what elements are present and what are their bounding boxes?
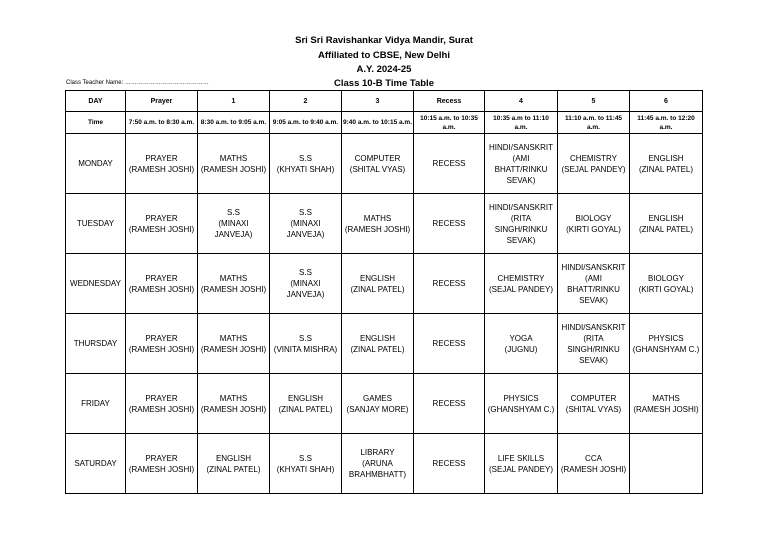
cell-line: HINDI/SANSKRIT bbox=[561, 262, 626, 272]
cell-line: BHATT/RINKU bbox=[567, 284, 620, 294]
cell-line: (KIRTI GOYAL) bbox=[638, 284, 694, 294]
period-cell bbox=[126, 254, 198, 314]
cell-line: (SEJAL PANDEY) bbox=[488, 464, 553, 474]
cell-line: (RITA bbox=[510, 213, 532, 223]
cell-line: GAMES bbox=[363, 393, 392, 403]
cell-line: PHYSICS bbox=[503, 393, 539, 403]
column-header: 4 bbox=[485, 91, 558, 112]
period-cell bbox=[558, 314, 630, 374]
cell-line: (MINAXI JANVEJA) bbox=[214, 219, 253, 239]
cell-line: YOGA bbox=[509, 333, 533, 343]
time-cell: Time bbox=[66, 112, 126, 134]
period-cell bbox=[126, 134, 198, 194]
header-row bbox=[66, 91, 703, 112]
cell-line: PHYSICS bbox=[648, 333, 684, 343]
cell-line: MATHS bbox=[219, 273, 248, 283]
cell-line: CCA bbox=[585, 453, 602, 463]
cell-line: (ZINAL PATEL) bbox=[638, 164, 694, 174]
day-cell: WEDNESDAY bbox=[66, 254, 126, 314]
cell-line: (JUGNU) bbox=[504, 344, 538, 354]
period-cell bbox=[198, 254, 270, 314]
cell-line: S.S bbox=[299, 453, 312, 463]
period-cell bbox=[485, 194, 558, 254]
cell-line: COMPUTER bbox=[354, 153, 401, 163]
cell-line: S.S bbox=[299, 268, 312, 277]
cell-line: (MINAXI JANVEJA) bbox=[286, 279, 325, 299]
period-cell bbox=[198, 134, 270, 194]
period-cell bbox=[558, 374, 630, 434]
cell-line: BRAHMBHATT) bbox=[348, 470, 407, 479]
time-cell: 7:50 a.m. to 8:30 a.m. bbox=[126, 112, 198, 134]
recess-cell bbox=[414, 314, 485, 374]
period-cell bbox=[198, 434, 270, 494]
cell-line: (RAMESH JOSHI) bbox=[128, 404, 195, 414]
table-row bbox=[66, 254, 703, 314]
cell-line: (RAMESH JOSHI) bbox=[128, 224, 195, 234]
cell-line: PRAYER bbox=[145, 453, 178, 463]
cell-line: HINDI/SANSKRIT bbox=[488, 142, 553, 152]
school-name: Sri Sri Ravishankar Vidya Mandir, Surat bbox=[295, 35, 473, 46]
cell-line: SEVAK) bbox=[506, 175, 536, 185]
cell-line: HINDI/SANSKRIT bbox=[488, 202, 553, 212]
time-cell: 9:05 a.m. to 9:40 a.m. bbox=[270, 112, 342, 134]
cell-line: S.S bbox=[227, 208, 240, 217]
period-cell bbox=[485, 314, 558, 374]
cell-line: (RAMESH JOSHI) bbox=[200, 284, 267, 294]
time-cell: 9:40 a.m. to 10:15 a.m. bbox=[342, 112, 414, 134]
period-cell bbox=[126, 194, 198, 254]
cell-line: MATHS bbox=[363, 213, 392, 223]
cell-line: RECESS bbox=[432, 399, 466, 408]
timetable-title: Class 10-B Time Table bbox=[334, 78, 434, 89]
cell-line: (ZINAL PATEL) bbox=[206, 464, 261, 474]
cell-line: (GHANSHYAM C.) bbox=[632, 344, 700, 354]
column-header: DAY bbox=[66, 91, 126, 112]
day-cell: MONDAY bbox=[66, 134, 126, 194]
period-cell bbox=[270, 194, 342, 254]
cell-line: ENGLISH bbox=[287, 393, 324, 403]
cell-line: MATHS bbox=[652, 393, 680, 403]
recess-cell bbox=[414, 134, 485, 194]
period-cell bbox=[342, 434, 414, 494]
cell-line: RECESS bbox=[432, 279, 466, 288]
cell-line: SEVAK) bbox=[579, 355, 608, 365]
time-row bbox=[66, 112, 703, 134]
cell-line: PRAYER bbox=[145, 393, 178, 403]
time-cell: 11:45 a.m. to 12:20 a.m. bbox=[630, 112, 703, 134]
period-cell bbox=[630, 434, 703, 494]
column-header: Prayer bbox=[126, 91, 198, 112]
cell-line: (AMI bbox=[585, 273, 602, 283]
period-cell bbox=[485, 134, 558, 194]
cell-line: ENGLISH bbox=[648, 213, 684, 223]
cell-line: RECESS bbox=[432, 459, 466, 468]
cell-line: (RITA bbox=[583, 333, 604, 343]
cell-line: ENGLISH bbox=[215, 453, 252, 463]
cell-line: (AMI bbox=[512, 153, 530, 163]
cell-line: CHEMISTRY bbox=[570, 153, 617, 163]
cell-line: (ZINAL PATEL) bbox=[350, 284, 405, 294]
cell-line: (RAMESH JOSHI) bbox=[200, 344, 267, 354]
cell-line: RECESS bbox=[432, 219, 466, 228]
period-cell bbox=[558, 194, 630, 254]
timetable bbox=[65, 90, 703, 494]
period-cell bbox=[126, 434, 198, 494]
table-row bbox=[66, 314, 703, 374]
day-cell: SATURDAY bbox=[66, 434, 126, 494]
cell-line: PRAYER bbox=[145, 273, 178, 283]
day-cell: TUESDAY bbox=[66, 194, 126, 254]
period-cell bbox=[630, 194, 703, 254]
period-cell bbox=[485, 434, 558, 494]
period-cell bbox=[270, 374, 342, 434]
cell-line: (SANJAY MORE) bbox=[346, 404, 409, 414]
cell-line: (RAMESH JOSHI) bbox=[200, 164, 267, 174]
table-row bbox=[66, 434, 703, 494]
time-cell: 10:35 a.m to 11:10 a.m. bbox=[485, 112, 558, 134]
cell-line: (ZINAL PATEL) bbox=[278, 404, 333, 414]
period-cell bbox=[342, 314, 414, 374]
cell-line: PRAYER bbox=[145, 333, 178, 343]
period-cell bbox=[270, 254, 342, 314]
cell-line: PRAYER bbox=[145, 213, 178, 223]
period-cell bbox=[342, 134, 414, 194]
cell-line: (RAMESH JOSHI) bbox=[200, 404, 267, 414]
cell-line: (RAMESH JOSHI) bbox=[128, 164, 195, 174]
cell-line: RECESS bbox=[432, 159, 466, 168]
cell-line: ENGLISH bbox=[359, 273, 396, 283]
period-cell bbox=[270, 134, 342, 194]
cell-line: BIOLOGY bbox=[647, 273, 684, 283]
day-cell: THURSDAY bbox=[66, 314, 126, 374]
cell-line: S.S bbox=[299, 208, 312, 217]
recess-cell bbox=[414, 434, 485, 494]
column-header: 5 bbox=[558, 91, 630, 112]
cell-line: (RAMESH JOSHI) bbox=[560, 464, 627, 474]
cell-line: PRAYER bbox=[145, 153, 178, 163]
cell-line: BHATT/RINKU bbox=[494, 164, 548, 174]
period-cell bbox=[630, 314, 703, 374]
period-cell bbox=[630, 374, 703, 434]
cell-line: S.S bbox=[299, 333, 312, 343]
cell-line: (KHYATI SHAH) bbox=[276, 164, 335, 174]
period-cell bbox=[630, 254, 703, 314]
cell-line: LIFE SKILLS bbox=[497, 453, 545, 463]
cell-line: HINDI/SANSKRIT bbox=[561, 322, 626, 332]
cell-line: RECESS bbox=[432, 339, 466, 348]
period-cell bbox=[558, 254, 630, 314]
cell-line: LIBRARY bbox=[360, 448, 395, 457]
cell-line: (RAMESH JOSHI) bbox=[128, 464, 195, 474]
cell-line: (KIRTI GOYAL) bbox=[566, 224, 621, 234]
period-cell bbox=[198, 374, 270, 434]
cell-line: SINGH/RINKU bbox=[494, 224, 548, 234]
period-cell bbox=[342, 254, 414, 314]
period-cell bbox=[342, 374, 414, 434]
cell-line: S.S bbox=[299, 153, 312, 163]
cell-line: SEVAK) bbox=[579, 295, 608, 305]
day-cell: FRIDAY bbox=[66, 374, 126, 434]
cell-line: (RAMESH JOSHI) bbox=[128, 284, 195, 294]
cell-line: MATHS bbox=[219, 153, 248, 163]
academic-year: A.Y. 2024-25 bbox=[356, 64, 412, 75]
cell-line: (SEJAL PANDEY) bbox=[561, 164, 626, 174]
cell-line: (ZINAL PATEL) bbox=[638, 224, 694, 234]
recess-cell bbox=[414, 374, 485, 434]
table-row bbox=[66, 374, 703, 434]
period-cell bbox=[270, 314, 342, 374]
cell-line: (RAMESH JOSHI) bbox=[344, 224, 411, 234]
cell-line: SEVAK) bbox=[506, 235, 536, 245]
time-cell: 11:10 a.m. to 11:45 a.m. bbox=[558, 112, 630, 134]
period-cell bbox=[198, 194, 270, 254]
period-cell bbox=[126, 374, 198, 434]
cell-line: (KHYATI SHAH) bbox=[276, 464, 335, 474]
cell-line: BIOLOGY bbox=[575, 213, 612, 223]
period-cell bbox=[126, 314, 198, 374]
class-teacher-name: Class Teacher Name: …………………………………… bbox=[66, 80, 209, 86]
table-row bbox=[66, 134, 703, 194]
cell-line: CHEMISTRY bbox=[497, 273, 545, 283]
cell-line: ENGLISH bbox=[359, 333, 396, 343]
period-cell bbox=[342, 194, 414, 254]
cell-line: SINGH/RINKU bbox=[567, 344, 620, 354]
recess-cell bbox=[414, 254, 485, 314]
period-cell bbox=[558, 134, 630, 194]
column-header: 6 bbox=[630, 91, 703, 112]
affiliation: Affiliated to CBSE, New Delhi bbox=[318, 50, 450, 61]
cell-line: (SHITAL VYAS) bbox=[565, 404, 622, 414]
cell-line: COMPUTER bbox=[570, 393, 617, 403]
cell-line: (VINITA MISHRA) bbox=[273, 344, 338, 354]
period-cell bbox=[485, 374, 558, 434]
column-header: Recess bbox=[414, 91, 485, 112]
cell-line: MATHS bbox=[219, 333, 248, 343]
recess-cell bbox=[414, 194, 485, 254]
period-cell bbox=[270, 434, 342, 494]
column-header: 2 bbox=[270, 91, 342, 112]
time-cell: 10:15 a.m. to 10:35 a.m. bbox=[414, 112, 485, 134]
table-row bbox=[66, 194, 703, 254]
cell-line: (SEJAL PANDEY) bbox=[488, 284, 553, 294]
period-cell bbox=[198, 314, 270, 374]
cell-line: ENGLISH bbox=[648, 153, 684, 163]
column-header: 3 bbox=[342, 91, 414, 112]
cell-line: (RAMESH JOSHI) bbox=[128, 344, 195, 354]
time-cell: 8:30 a.m. to 9:05 a.m. bbox=[198, 112, 270, 134]
cell-line: (RAMESH JOSHI) bbox=[633, 404, 699, 414]
cell-line: (ZINAL PATEL) bbox=[350, 344, 405, 354]
period-cell bbox=[485, 254, 558, 314]
column-header: 1 bbox=[198, 91, 270, 112]
period-cell bbox=[630, 134, 703, 194]
cell-line: (ARUNA bbox=[362, 459, 393, 468]
period-cell bbox=[558, 434, 630, 494]
cell-line: (SHITAL VYAS) bbox=[349, 164, 406, 174]
cell-line: (MINAXI JANVEJA) bbox=[286, 219, 325, 239]
cell-line: MATHS bbox=[219, 393, 248, 403]
cell-line: (GHANSHYAM C.) bbox=[487, 404, 555, 414]
